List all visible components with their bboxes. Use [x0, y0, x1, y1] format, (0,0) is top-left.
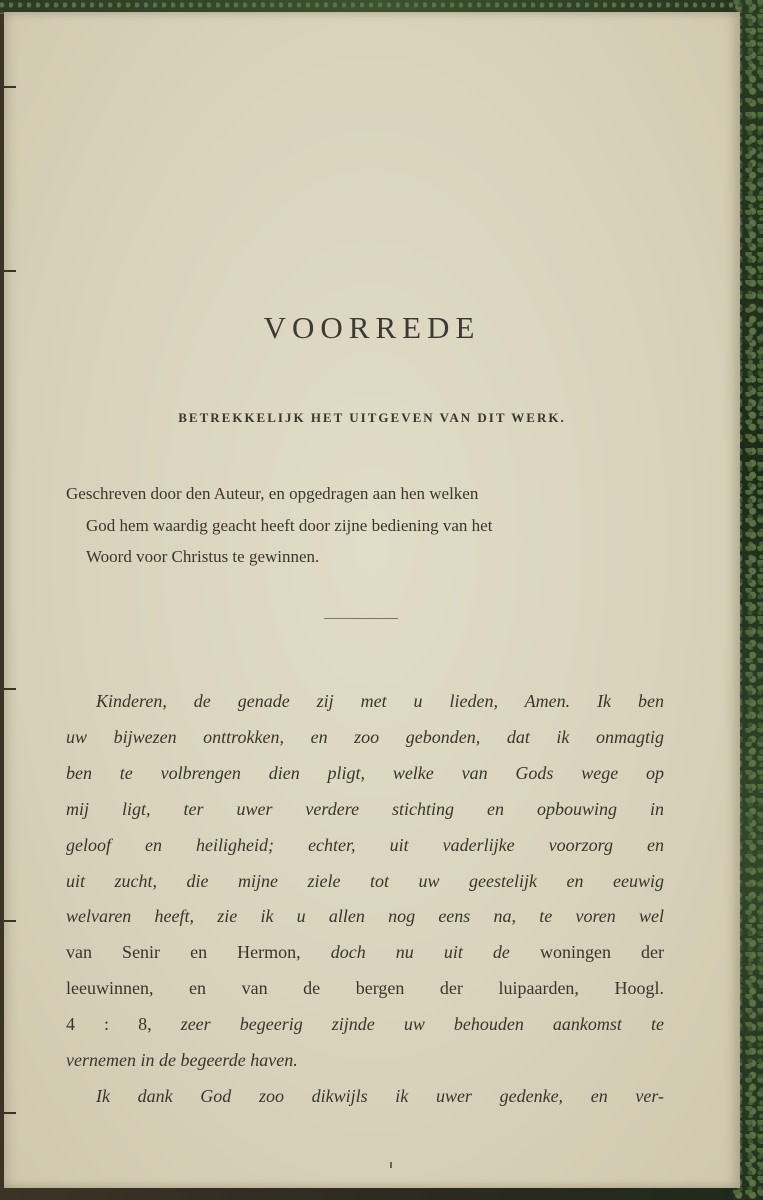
- binding-thread-mark: [4, 1112, 16, 1114]
- book-page: [4, 12, 740, 1188]
- binding-thread-mark: [4, 86, 16, 88]
- body-line: uw bijwezen onttrokken, en zoo gebonden, dat ik onmagtig: [66, 726, 664, 747]
- body-text-roman: woningen der: [539, 942, 664, 963]
- body-line: [66, 1007, 664, 1043]
- body-line: Kinderen, de genade zij met u lieden, Amen. Ik ben: [96, 691, 664, 711]
- body-text-roman: van Senir en Hermon,: [66, 942, 301, 963]
- body-line: welvaren heeft, zie ik u allen nog eens na, te voren wel: [66, 906, 664, 927]
- body-line: geloof en heiligheid; echter, uit vaderlijke voorzorg en: [66, 834, 664, 855]
- dedication-paragraph: [66, 478, 666, 573]
- body-line: ben te volbrengen dien pligt, welke van Gods wege op: [66, 762, 664, 783]
- binding-thread-mark: [4, 920, 16, 922]
- dedication-line: God hem waardig geacht heeft door zijne bediening van het: [86, 515, 493, 535]
- body-text-italic: zeer begeerig zijnde uw behouden aankomst te: [180, 1014, 664, 1035]
- page-signature-mark: [390, 1162, 392, 1168]
- body-line: uit zucht, die mijne ziele tot uw geestelijk en eeuwig: [66, 870, 664, 891]
- body-line: vernemen in de begeerde haven.: [66, 1050, 298, 1071]
- body-line: leeuwinnen, en van de bergen der luipaarden, Hoogl.: [66, 978, 664, 999]
- body-line: [66, 935, 664, 971]
- body-text-roman: 4 : 8,: [66, 1014, 152, 1035]
- body-text-italic: doch nu uit de: [330, 942, 510, 963]
- chapter-subheading: BETREKKELIJK HET UITGEVEN VAN DIT WERK.: [178, 410, 566, 425]
- body-line: Ik dank God zoo dikwijls ik uwer gedenke, en ver-: [96, 1085, 664, 1106]
- binding-thread-mark: [4, 270, 16, 272]
- dedication-line: Woord voor Christus te gewinnen.: [86, 547, 320, 566]
- body-paragraph: [66, 684, 664, 1115]
- section-divider: [324, 618, 398, 619]
- body-line: mij ligt, ter uwer verdere stichting en opbouwing in: [66, 798, 664, 819]
- chapter-heading: VOORREDE: [263, 310, 481, 345]
- dedication-line: Geschreven door den Auteur, en opgedragen aan hen welken: [66, 484, 479, 503]
- binding-thread-mark: [4, 688, 16, 690]
